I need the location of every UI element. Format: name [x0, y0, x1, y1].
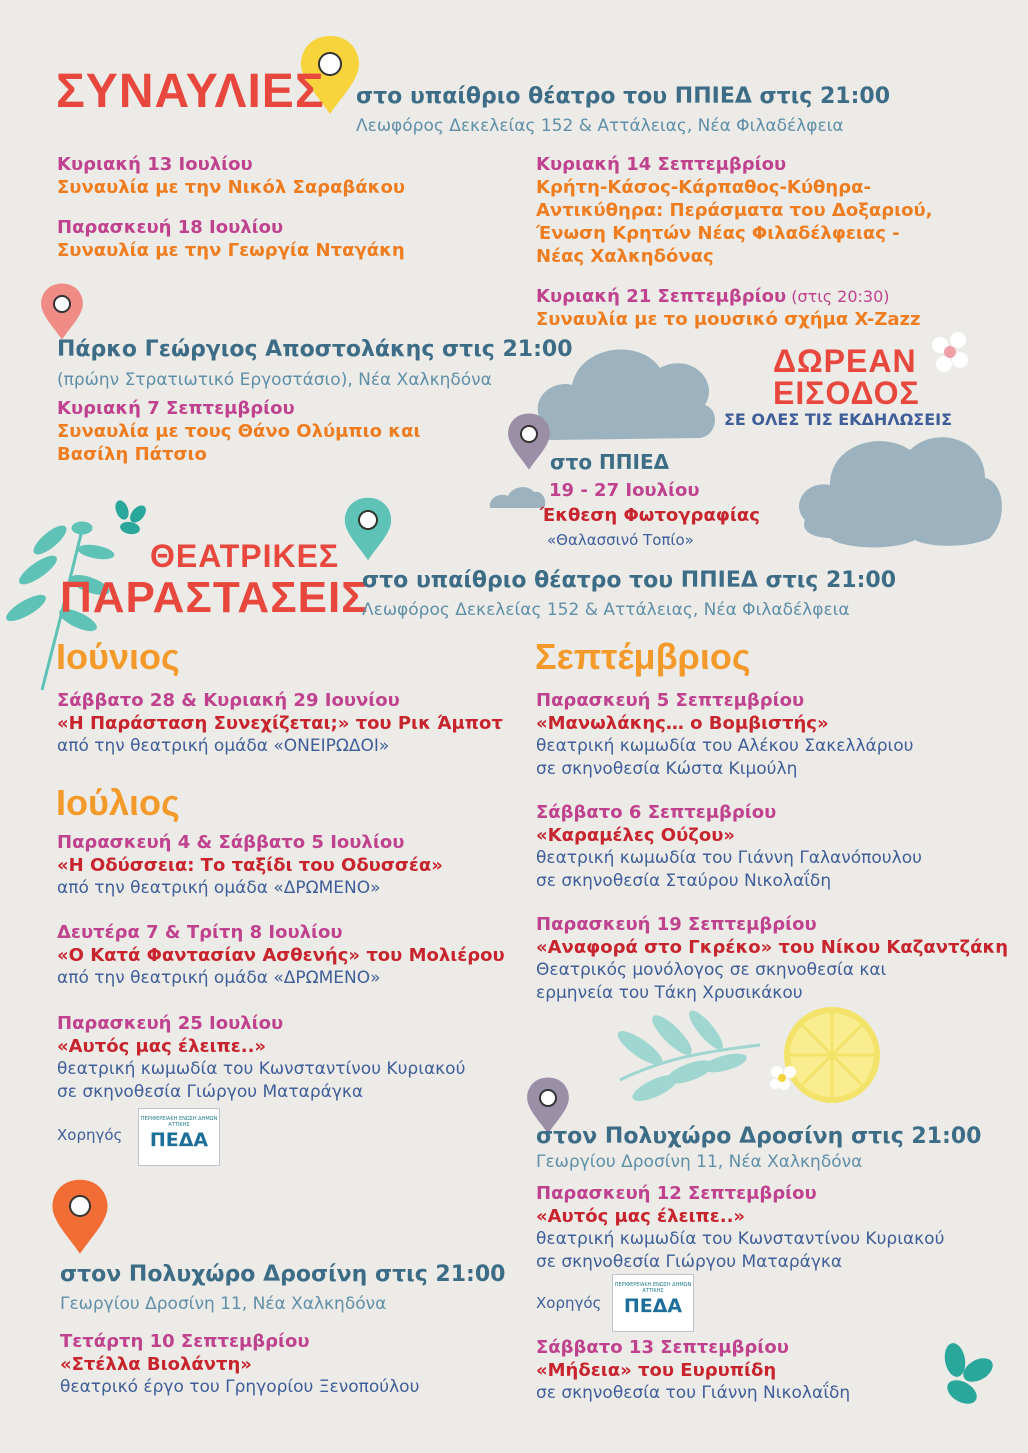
- map-pin-icon: [41, 284, 83, 340]
- sponsor-label: Χορηγός: [536, 1294, 602, 1312]
- exhibition-title: Έκθεση Φωτογραφίας: [540, 505, 760, 526]
- event-title: «Αυτός μας έλειπε..»: [536, 1206, 746, 1227]
- list-item: [536, 1182, 944, 1274]
- event-desc: σε σκηνοθεσία Γιώργου Ματαράγκα: [536, 1252, 843, 1272]
- event-date: Παρασκευή 4 & Σάββατο 5 Ιουλίου: [57, 832, 405, 853]
- event-desc: σε σκηνοθεσία του Γιάννη Νικολαΐδη: [536, 1383, 851, 1403]
- event-desc: από την θεατρική ομάδα «ΟΝΕΙΡΩΔΟΙ»: [57, 736, 390, 756]
- event-desc: θεατρική κωμωδία του Γιάννη Γαλανόπουλου: [536, 848, 922, 868]
- event-date: Παρασκευή 12 Σεπτεμβρίου: [536, 1183, 817, 1204]
- event-desc: σε σκηνοθεσία Σταύρου Νικολαΐδη: [536, 871, 832, 891]
- concerts-address: Λεωφόρος Δεκελείας 152 & Αττάλειας, Νέα Φιλαδέλφεια: [356, 116, 844, 136]
- event-date: Δευτέρα 7 & Τρίτη 8 Ιουλίου: [57, 922, 343, 943]
- list-item: [536, 285, 921, 331]
- list-item: [57, 153, 405, 199]
- free-entry-line1: ΔΩΡΕΑΝ: [773, 343, 917, 379]
- list-item: [57, 689, 503, 758]
- park-address: (πρώην Στρατιωτικό Εργοστάσιο), Νέα Χαλκηδόνα: [57, 370, 492, 390]
- event-desc: σε σκηνοθεσία Γιώργου Ματαράγκα: [57, 1082, 364, 1102]
- exhibition-subtitle: «Θαλασσινό Τοπίο»: [547, 531, 694, 549]
- concerts-venue: στο υπαίθριο θέατρο του ΠΠΙΕΔ στις 21:00: [356, 84, 891, 109]
- list-item: [57, 831, 443, 900]
- event-title-line: Κρήτη-Κάσος-Κάρπαθος-Κύθηρα-: [536, 177, 871, 198]
- cloud-icon: [536, 349, 715, 440]
- map-pin-icon: [508, 414, 550, 470]
- drosini-right-address: Γεωργίου Δροσίνη 11, Νέα Χαλκηδόνα: [536, 1152, 863, 1172]
- event-title: «Μανωλάκης… ο Βομβιστής»: [536, 713, 829, 734]
- event-date: Κυριακή 13 Ιουλίου: [57, 154, 253, 175]
- event-date: Κυριακή 21 Σεπτεμβρίου: [536, 286, 787, 307]
- event-title: «Ο Κατά Φαντασίαν Ασθενής» του Μολιέρου: [57, 945, 505, 966]
- event-title-line: Συναυλία με τους Θάνο Ολύμπιο και: [57, 421, 421, 442]
- event-date: Παρασκευή 5 Σεπτεμβρίου: [536, 690, 805, 711]
- concerts-title: ΣΥΝΑΥΛΙΕΣ: [56, 65, 325, 118]
- flower-icon: [932, 332, 968, 372]
- event-desc: θεατρική κωμωδία του Αλέκου Σακελλάριου: [536, 736, 914, 756]
- sponsor-logo-name: ΠΕΔΑ: [149, 1129, 209, 1151]
- sponsor-label: Χορηγός: [57, 1126, 123, 1144]
- list-item: [57, 397, 420, 466]
- event-desc: θεατρικό έργο του Γρηγορίου Ξενοπούλου: [60, 1377, 420, 1397]
- event-date: Κυριακή 7 Σεπτεμβρίου: [57, 398, 295, 419]
- event-title: «Καραμέλες Ούζου»: [536, 825, 736, 846]
- event-title-line: Ένωση Κρητών Νέας Φιλαδέλφειας -: [536, 223, 900, 244]
- event-title: Συναυλία με την Νικόλ Σαραβάκου: [57, 177, 405, 198]
- event-title: Συναυλία με το μουσικό σχήμα X-Zazz: [536, 309, 921, 330]
- event-desc: ερμηνεία του Τάκη Χρυσικάκου: [536, 983, 803, 1003]
- sponsor-logo-name: ΠΕΔΑ: [623, 1295, 683, 1317]
- event-title: «Η Οδύσσεια: Το ταξίδι του Οδυσσέα»: [57, 855, 443, 876]
- event-desc: Θεατρικός μονόλογος σε σκηνοθεσία και: [536, 960, 887, 980]
- event-date: Τετάρτη 10 Σεπτεμβρίου: [60, 1331, 310, 1352]
- event-title: «Μήδεια» του Ευρυπίδη: [536, 1360, 777, 1381]
- flower-icon: [942, 1342, 997, 1409]
- flower-icon: [113, 499, 149, 536]
- list-item: [57, 921, 505, 990]
- free-entry-sub: ΣΕ ΟΛΕΣ ΤΙΣ ΕΚΔΗΛΩΣΕΙΣ: [724, 410, 953, 429]
- drosini-left-address: Γεωργίου Δροσίνη 11, Νέα Χαλκηδόνα: [60, 1294, 387, 1314]
- list-item: [536, 801, 922, 893]
- sponsor-logo-small: ΠΕΡΙΦΕΡΕΙΑΚΗ ΕΝΩΣΗ ΔΗΜΩΝ ΑΤΤΙΚΗΣ: [614, 1282, 692, 1294]
- sponsor-logo: [138, 1108, 220, 1166]
- theatre-venue: στο υπαίθριο θέατρο του ΠΠΙΕΔ στις 21:00: [362, 568, 897, 593]
- theatre-title-line2: ΠΑΡΑΣΤΑΣΕΙΣ: [60, 573, 369, 622]
- event-title: «Αυτός μας έλειπε..»: [57, 1036, 267, 1057]
- sponsor-logo: [612, 1274, 694, 1332]
- event-title-line: Βασίλη Πάτσιο: [57, 444, 207, 465]
- list-item: [536, 153, 932, 268]
- leaf-icon: [614, 1007, 760, 1105]
- list-item: [57, 216, 405, 262]
- event-title-line: Νέας Χαλκηδόνας: [536, 246, 714, 267]
- sponsor-logo-small: ΠΕΡΙΦΕΡΕΙΑΚΗ ΕΝΩΣΗ ΔΗΜΩΝ ΑΤΤΙΚΗΣ: [140, 1116, 218, 1128]
- list-item: [57, 1012, 465, 1104]
- month-heading: Ιούνιος: [56, 636, 180, 677]
- event-date: Παρασκευή 19 Σεπτεμβρίου: [536, 914, 817, 935]
- event-title: «Στέλλα Βιολάντη»: [60, 1354, 252, 1375]
- free-entry-line2: ΕΙΣΟΔΟΣ: [773, 375, 920, 411]
- exhibition-dates: 19 - 27 Ιουλίου: [549, 480, 700, 501]
- map-pin-icon: [345, 498, 391, 560]
- map-pin-icon: [52, 1180, 107, 1254]
- list-item: [536, 1336, 850, 1405]
- event-date: Κυριακή 14 Σεπτεμβρίου: [536, 154, 787, 175]
- list-item: [536, 689, 914, 781]
- lemon-icon: [784, 1007, 880, 1103]
- event-time-note: (στις 20:30): [791, 287, 890, 306]
- event-title: Συναυλία με την Γεωργία Νταγάκη: [57, 240, 405, 261]
- drosini-left-venue: στον Πολυχώρο Δροσίνη στις 21:00: [60, 1262, 506, 1287]
- event-title: «Η Παράσταση Συνεχίζεται;» του Ρικ Άμποτ: [57, 713, 503, 734]
- event-desc: από την θεατρική ομάδα «ΔΡΩΜΕΝΟ»: [57, 968, 381, 988]
- event-title: «Αναφορά στο Γκρέκο» του Νίκου Καζαντζάκη: [536, 937, 1009, 958]
- event-desc: θεατρική κωμωδία του Κωνσταντίνου Κυριακού: [57, 1059, 466, 1079]
- list-item: [536, 913, 1008, 1005]
- event-date: Σάββατο 28 & Κυριακή 29 Ιουνίου: [57, 690, 400, 711]
- event-desc: θεατρική κωμωδία του Κωνσταντίνου Κυριακού: [536, 1229, 945, 1249]
- exhibition-venue: στο ΠΠΙΕΔ: [550, 450, 670, 474]
- cloud-icon: [490, 487, 545, 508]
- month-heading: Ιούλιος: [56, 782, 180, 823]
- event-date: Παρασκευή 18 Ιουλίου: [57, 217, 284, 238]
- event-date: Παρασκευή 25 Ιουλίου: [57, 1013, 284, 1034]
- cloud-icon: [799, 437, 1002, 547]
- list-item: [60, 1330, 419, 1399]
- park-venue: Πάρκο Γεώργιος Αποστολάκης στις 21:00: [57, 337, 573, 362]
- event-desc: σε σκηνοθεσία Κώστα Κιμούλη: [536, 759, 798, 779]
- theatre-address: Λεωφόρος Δεκελείας 152 & Αττάλειας, Νέα Φιλαδέλφεια: [362, 600, 850, 620]
- month-heading: Σεπτέμβριος: [535, 636, 751, 677]
- event-date: Σάββατο 13 Σεπτεμβρίου: [536, 1337, 789, 1358]
- event-desc: από την θεατρική ομάδα «ΔΡΩΜΕΝΟ»: [57, 878, 381, 898]
- event-date: Σάββατο 6 Σεπτεμβρίου: [536, 802, 777, 823]
- event-title-line: Αντικύθηρα: Περάσματα του Δοξαριού,: [536, 200, 933, 221]
- drosini-right-venue: στον Πολυχώρο Δροσίνη στις 21:00: [536, 1124, 982, 1149]
- theatre-title-line1: ΘΕΑΤΡΙΚΕΣ: [150, 538, 340, 574]
